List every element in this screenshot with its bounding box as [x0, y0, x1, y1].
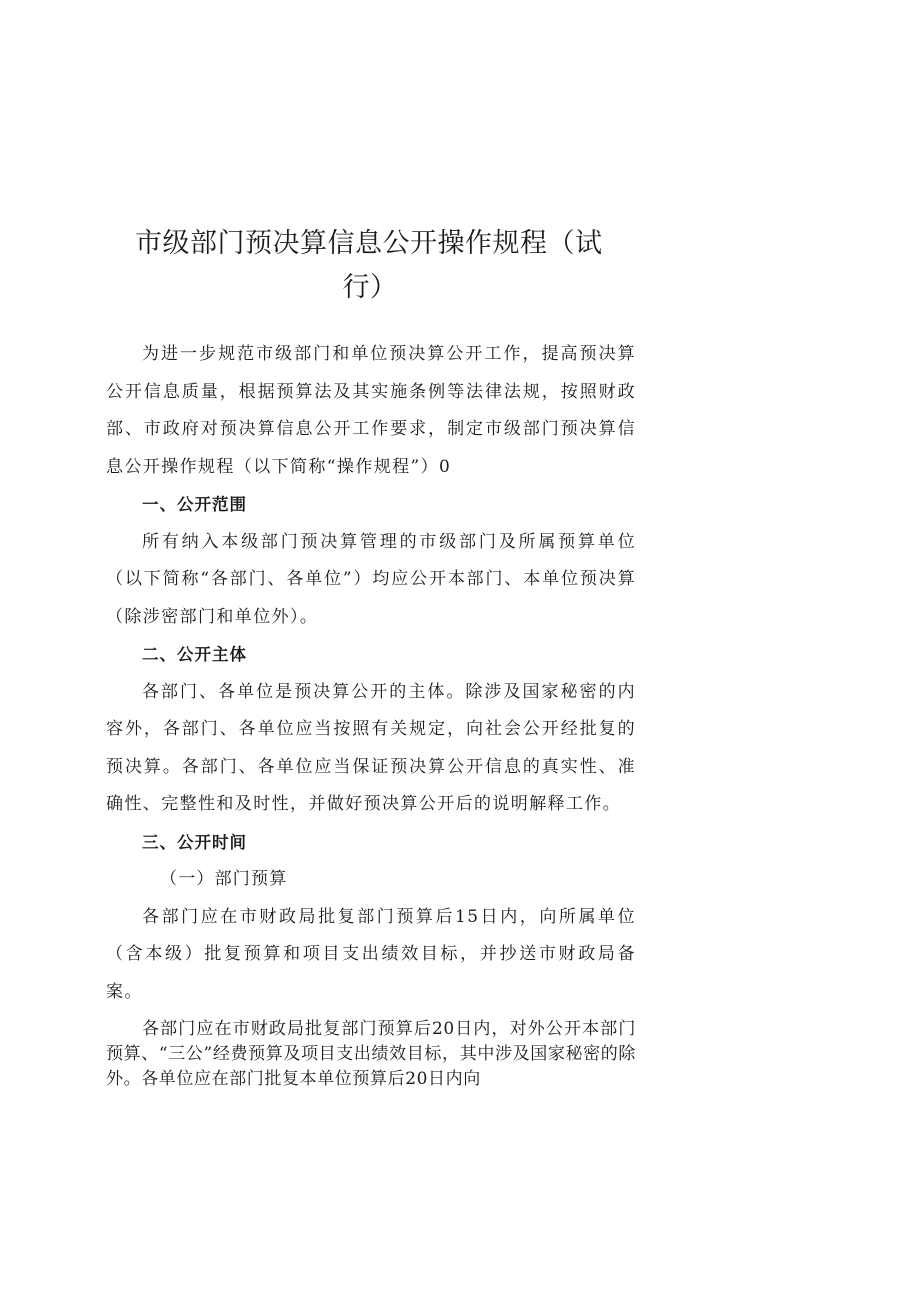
document-body — [106, 336, 636, 1092]
document-title — [135, 222, 605, 310]
section-timing-paragraph-2: 各部门应在市财政局批复部门预算后20日内，对外公开本部门预算、“三公”经费预算及项目支出绩效目标，其中涉及国家秘密的除外。各单位应在部门批复本单位预算后20日内向 — [106, 1019, 636, 1089]
section-heading-scope: 一、公开范围 — [142, 495, 247, 514]
section-heading-subject: 二、公开主体 — [142, 645, 247, 664]
document-title-line-1: 市级部门预决算信息公开操作规程（试 — [135, 228, 603, 259]
document-title-line-2: 行） — [342, 272, 398, 303]
section-scope-paragraph: 所有纳入本级部门预决算管理的市级部门及所属预算单位（以下简称“各部门、各单位”）均应公开本部门、本单位预决算（除涉密部门和单位外）。 — [106, 531, 636, 627]
section-heading-timing: 三、公开时间 — [142, 832, 247, 852]
section-timing-paragraph-1: 各部门应在市财政局批复部门预算后15日内，向所属单位（含本级）批复预算和项目支出绩效目标，并抄送市财政局备案。 — [106, 906, 636, 1002]
intro-paragraph: 为进一步规范市级部门和单位预决算公开工作，提高预决算公开信息质量，根据预算法及其实施条例等法律法规，按照财政部、市政府对预决算信息公开工作要求，制定市级部门预决算信息公开操作规程（以下简称“操作规程”）0 — [106, 344, 636, 477]
subsection-heading-department-budget: （一）部门预算 — [160, 869, 288, 889]
section-subject-paragraph: 各部门、各单位是预决算公开的主体。除涉及国家秘密的内容外，各部门、各单位应当按照有关规定，向社会公开经批复的预决算。各部门、各单位应当保证预决算公开信息的真实性、准确性、完整性和及时性，并做好预决算公开后的说明解释工作。 — [106, 681, 636, 814]
